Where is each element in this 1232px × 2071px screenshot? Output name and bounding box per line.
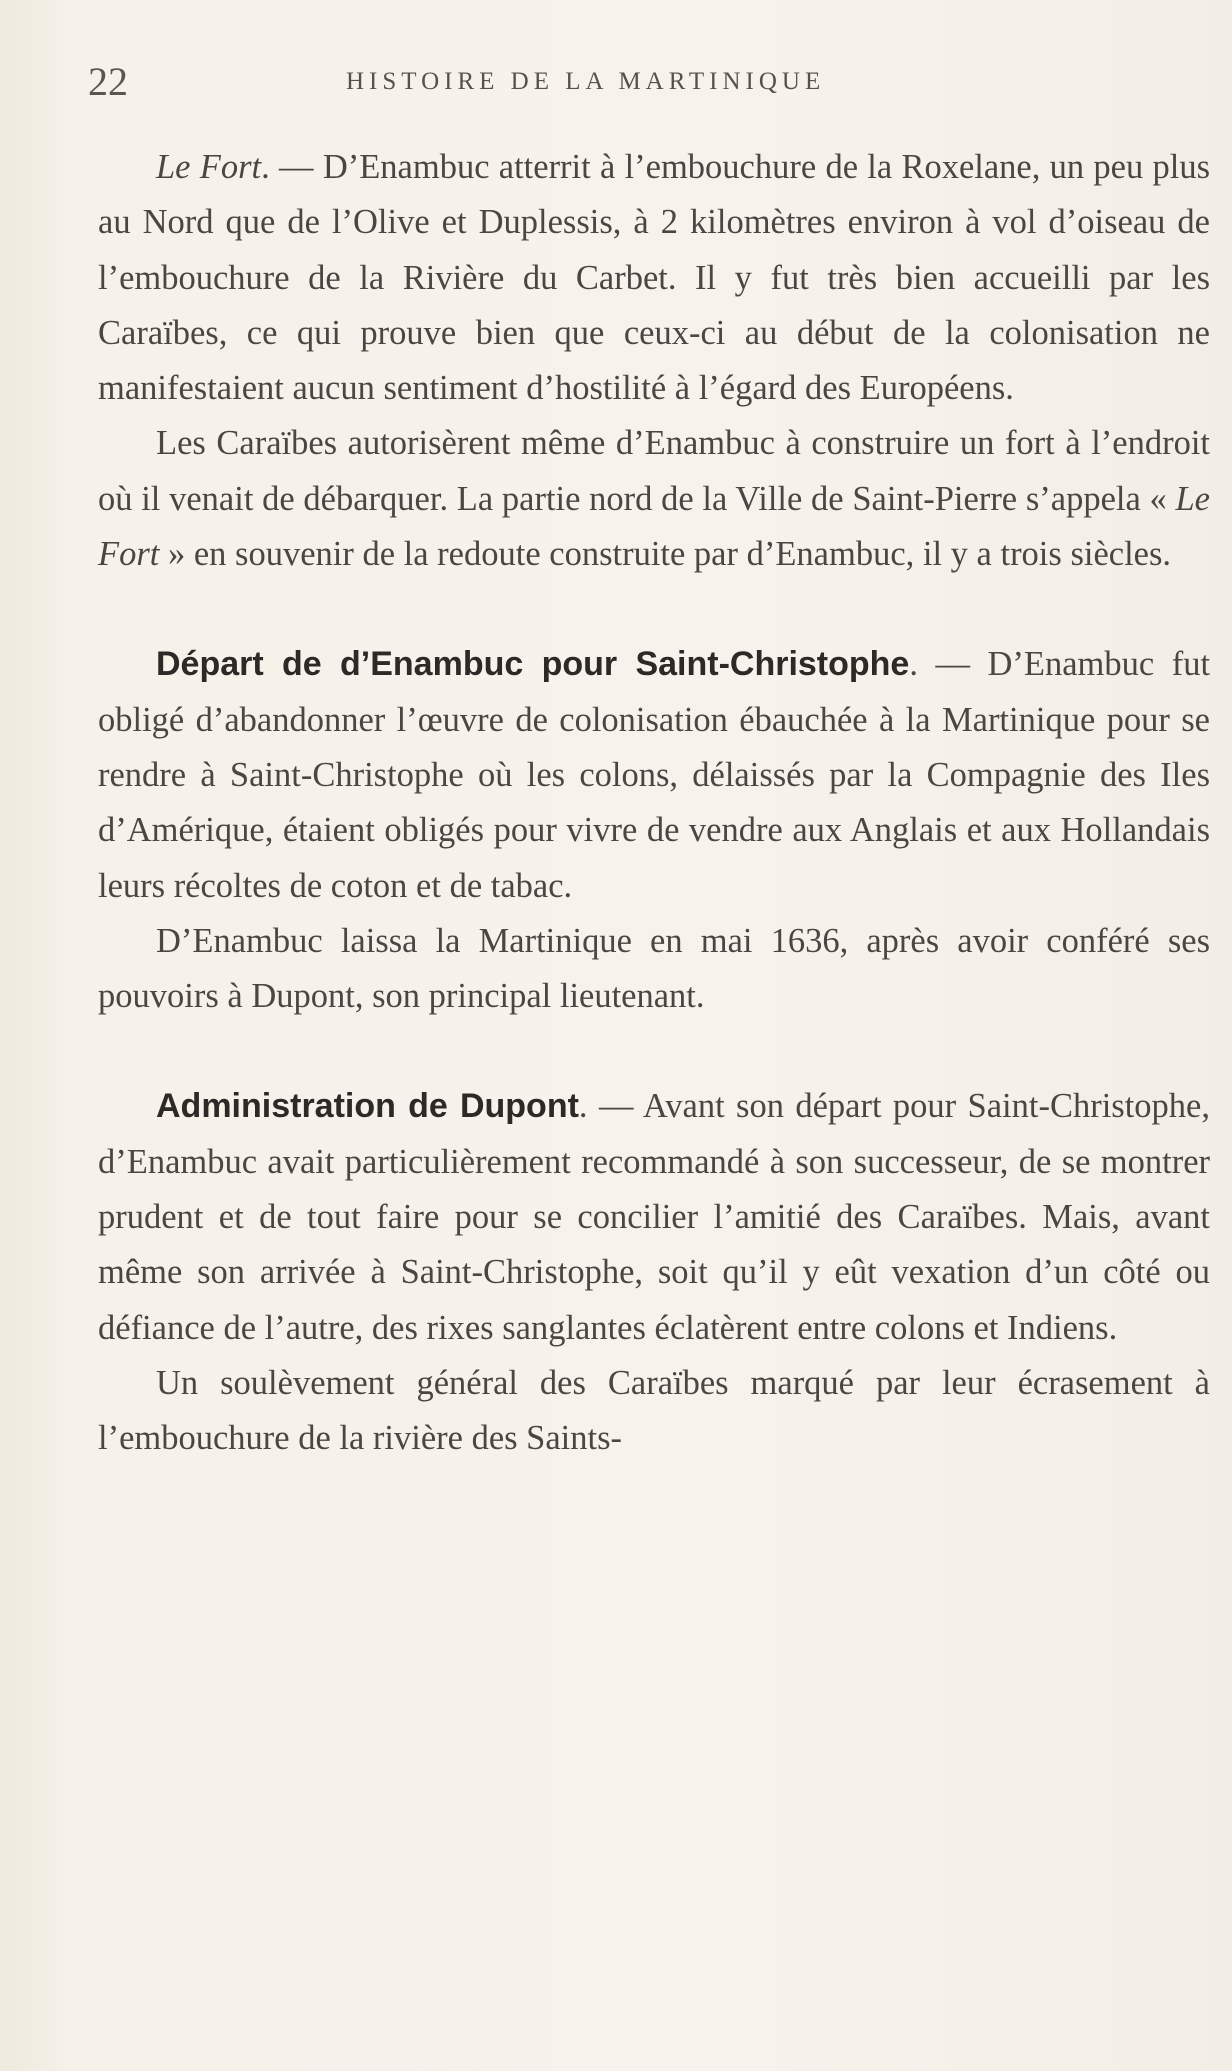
section-heading: Administration de Dupont	[156, 1087, 579, 1126]
paragraph-text: Avant son départ pour Saint-Christophe, d’Enambuc avait particulièrement recommandé à son successeur, de se montrer prudent et de tout faire pour se concilier l’amitié des Caraïbes. Mais, avant même son arrivée à Saint-Christophe, soit qu’il y eût vexation d’un côté ou défiance de l’autre, des rixes sanglantes éclatèrent entre colons et Indiens.	[98, 1087, 1210, 1347]
em-dash: —	[598, 1087, 634, 1126]
paragraph	[98, 416, 1210, 582]
page-number: 22	[88, 59, 128, 104]
paragraph-text: D’Enambuc fut obligé d’abandonner l’œuvre de colonisation ébauchée à la Martinique pour se rendre à Saint-Christophe où les colons, délaissés par la Compagnie des Iles d’Amérique, étaient obligés pour vivre de vendre aux Anglais et aux Hollandais leurs récoltes de coton et de tabac.	[98, 645, 1211, 905]
running-header	[88, 58, 1148, 108]
italic-text: Le Fort	[98, 479, 1210, 574]
body-text	[98, 140, 1210, 1467]
paragraph-text: D’Enambuc laissa la Martinique en mai 1636, après avoir conféré ses pouvoirs à Dupont, son principal lieutenant.	[98, 921, 1210, 1016]
em-dash: —	[935, 645, 970, 684]
paragraph-text: Les Caraïbes autorisèrent même d’Enambuc à construire un fort à l’endroit où il venait de débarquer. La partie nord de la Ville de Saint-Pierre s’appela «	[98, 424, 1210, 518]
paragraph: Le Fort. — D’Enambuc atterrit à l’embouchure de la Roxelane, un peu plus au Nord que de l’Olive et Duplessis, à 2 kilomètres environ à vol d’oiseau de l’embouchure de la Rivière du Carbet. Il y fut très bien accueilli par les Caraïbes, ce qui prouve bien que ceux-ci au début de la colonisation ne manifestaient aucun sentiment d’hostilité à l’égard des Européens.	[98, 148, 1211, 408]
paragraph-text: Un soulèvement général des Caraïbes marqué par leur écrasement à l’embouchure de la rivière des Saints-	[98, 1363, 1210, 1458]
paragraph: Administration de Dupont. — Avant son départ pour Saint-Christophe, d’Enambuc avait particulièrement recommandé à son successeur, de se montrer prudent et de tout faire pour se concilier l’amitié des Caraïbes. Mais, avant même son arrivée à Saint-Christophe, soit qu’il y eût vexation d’un côté ou défiance de l’autre, des rixes sanglantes éclatèrent entre colons et Indiens.	[98, 1087, 1210, 1347]
paragraph	[98, 914, 1210, 1025]
running-title: HISTOIRE DE LA MARTINIQUE	[346, 68, 826, 95]
paragraph-text: » en souvenir de la redoute construite par d’Enambuc, il y a trois siècles.	[159, 535, 1172, 574]
paragraph: Départ de d’Enambuc pour Saint-Christophe. — D’Enambuc fut obligé d’abandonner l’œuvre de colonisation ébauchée à la Martinique pour se rendre à Saint-Christophe où les colons, délaissés par la Compagnie des Iles d’Amérique, étaient obligés pour vivre de vendre aux Anglais et aux Hollandais leurs récoltes de coton et de tabac.	[98, 645, 1211, 905]
section-heading: Départ de d’Enambuc pour Saint-Christophe	[156, 645, 910, 684]
paragraph	[98, 1356, 1210, 1467]
section-heading-italic: Le Fort	[156, 148, 262, 186]
paragraph-text: D’Enambuc atterrit à l’embouchure de la Roxelane, un peu plus au Nord que de l’Olive et Duplessis, à 2 kilomètres environ à vol d’oiseau de l’embouchure de la Rivière du Carbet. Il y fut très bien accueilli par les Caraïbes, ce qui prouve bien que ceux-ci au début de la colonisation ne manifestaient aucun sentiment d’hostilité à l’égard des Européens.	[98, 148, 1211, 408]
em-dash: —	[279, 148, 314, 186]
